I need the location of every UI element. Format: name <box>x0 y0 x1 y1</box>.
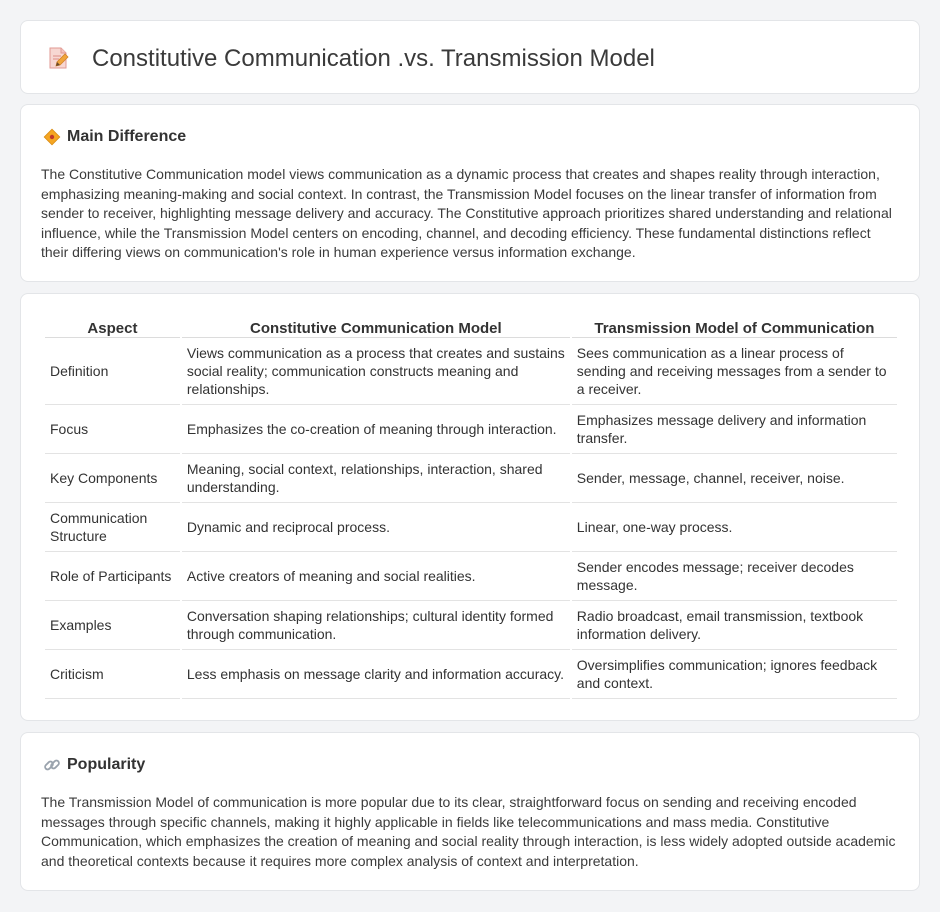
table-row <box>45 405 897 454</box>
comparison-table-section <box>20 293 920 721</box>
table-row <box>45 503 897 552</box>
section-title: Main Difference <box>67 128 187 145</box>
table-row <box>45 650 897 699</box>
column-header: Aspect <box>45 316 180 338</box>
constitutive-cell: Less emphasis on message clarity and information accuracy. <box>182 650 570 699</box>
constitutive-cell: Active creators of meaning and social realities. <box>182 552 570 601</box>
section-title: Popularity <box>67 756 146 773</box>
table-row <box>45 552 897 601</box>
column-header: Constitutive Communication Model <box>182 316 570 338</box>
table-row <box>45 454 897 503</box>
column-header: Transmission Model of Communication <box>572 316 897 338</box>
constitutive-cell: Views communication as a process that creates and sustains social reality; communication constructs meaning and relationships. <box>182 338 570 405</box>
main-difference-text: The Constitutive Communication model views communication as a dynamic process that creates and shapes reality through interaction, emphasizing meaning-making and social context. In contrast, the Transmission Model focuses on the linear transfer of information from sender to receiver, highlighting message delivery and accuracy. The Constitutive approach prioritizes shared understanding and relational influence, while the Transmission Model centers on encoding, channel, and decoding efficiency. These fundamental distinctions reflect their differing views on communication's role in human experience versus information exchange. <box>41 166 892 261</box>
transmission-cell: Sender, message, channel, receiver, noise. <box>572 454 897 503</box>
transmission-cell: Sender encodes message; receiver decodes message. <box>572 552 897 601</box>
aspect-cell: Criticism <box>45 650 180 699</box>
comparison-table <box>43 316 899 699</box>
table-row <box>45 338 897 405</box>
transmission-cell: Radio broadcast, email transmission, textbook information delivery. <box>572 601 897 650</box>
popularity-section <box>20 732 920 891</box>
constitutive-cell: Meaning, social context, relationships, interaction, shared understanding. <box>182 454 570 503</box>
table-row <box>45 601 897 650</box>
aspect-cell: Communication Structure <box>45 503 180 552</box>
aspect-cell: Role of Participants <box>45 552 180 601</box>
transmission-cell: Linear, one-way process. <box>572 503 897 552</box>
aspect-cell: Key Components <box>45 454 180 503</box>
transmission-cell: Sees communication as a linear process of sending and receiving messages from a sender to a receiver. <box>572 338 897 405</box>
transmission-cell: Oversimplifies communication; ignores feedback and context. <box>572 650 897 699</box>
table-header-row <box>45 316 897 338</box>
transmission-cell: Emphasizes message delivery and information transfer. <box>572 405 897 454</box>
popularity-text: The Transmission Model of communication is more popular due to its clear, straightforward focus on sending and receiving encoded messages through specific channels, making it highly applicable in fields like telecommunications and mass media. Constitutive Communication, which emphasizes the creation of meaning and social reality through interaction, is less widely adopted outside academic and theoretical contexts because it requires more complex analysis of context and interpretation. <box>41 794 896 869</box>
diamond-icon <box>43 128 61 146</box>
header-card <box>20 20 920 94</box>
main-difference-section <box>20 104 920 282</box>
constitutive-cell: Emphasizes the co-creation of meaning through interaction. <box>182 405 570 454</box>
link-icon <box>43 756 61 774</box>
page-title: Constitutive Communication .vs. Transmission Model <box>92 45 655 72</box>
aspect-cell: Definition <box>45 338 180 405</box>
constitutive-cell: Conversation shaping relationships; cultural identity formed through communication. <box>182 601 570 650</box>
aspect-cell: Focus <box>45 405 180 454</box>
constitutive-cell: Dynamic and reciprocal process. <box>182 503 570 552</box>
aspect-cell: Examples <box>45 601 180 650</box>
document-pencil-icon <box>47 46 69 70</box>
